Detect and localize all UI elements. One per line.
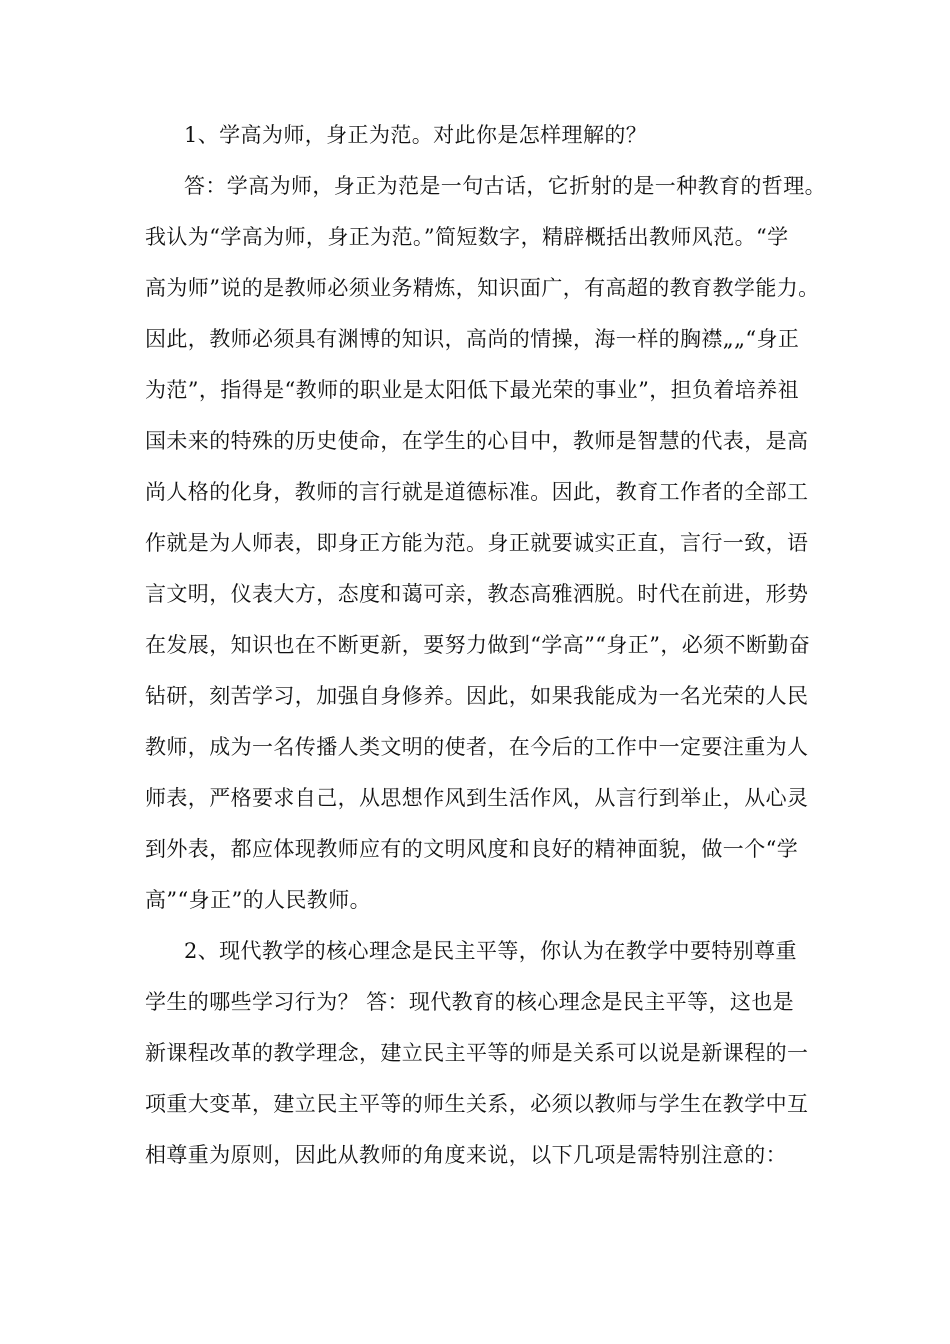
question-1: 1、学高为师，身正为范。对此你是怎样理解的？ (184, 123, 648, 147)
answer-1-line: 师表，严格要求自己，从思想作风到生活作风，从言行到举止，从心灵 (145, 786, 809, 810)
answer-1-line: 高为师”说的是教师必须业务精炼，知识面广，有高超的教育教学能力。 (145, 276, 820, 300)
answer-1-line: 到外表，都应体现教师应有的文明风度和良好的精神面貌，做一个“学 (145, 837, 799, 861)
answer-1-line: 高”“身正”的人民教师。 (145, 888, 372, 912)
question-2-line: 相尊重为原则，因此从教师的角度来说，以下几项是需特别注意的： (145, 1143, 787, 1167)
answer-1-line: 尚人格的化身，教师的言行就是道德标准。因此，教育工作者的全部工 (145, 480, 809, 504)
answer-1-line: 为范”，指得是“教师的职业是太阳低下最光荣的事业”，担负着培养祖 (145, 378, 800, 402)
answer-1-line: 言文明，仪表大方，态度和蔼可亲，教态高雅洒脱。时代在前进，形势 (145, 582, 809, 606)
answer-1-line: 在发展，知识也在不断更新，要努力做到“学高”“身正”，必须不断勤奋 (145, 633, 811, 657)
question-2: 2、现代教学的核心理念是民主平等，你认为在教学中要特别尊重 (184, 939, 797, 963)
answer-1-line: 国未来的特殊的历史使命，在学生的心目中，教师是智慧的代表，是高 (145, 429, 809, 453)
answer-1-line: 教师，成为一名传播人类文明的使者，在今后的工作中一定要注重为人 (145, 735, 809, 759)
question-2-line: 新课程改革的教学理念，建立民主平等的师是关系可以说是新课程的一 (145, 1041, 809, 1065)
question-2-line: 学生的哪些学习行为？ 答：现代教育的核心理念是民主平等，这也是 (145, 990, 795, 1014)
answer-1-line: 因此，教师必须具有渊博的知识，高尚的情操，海一样的胸襟„„“身正 (145, 327, 800, 351)
question-2-line: 项重大变革，建立民主平等的师生关系，必须以教师与学生在教学中互 (145, 1092, 809, 1116)
answer-1-line: 作就是为人师表，即身正方能为范。身正就要诚实正直，言行一致，语 (145, 531, 809, 555)
answer-1-line: 答：学高为师，身正为范是一句古话，它折射的是一种教育的哲理。 (184, 174, 826, 198)
answer-1-line: 钻研，刻苦学习，加强自身修养。因此，如果我能成为一名光荣的人民 (145, 684, 809, 708)
answer-1-line: 我认为“学高为师，身正为范。”简短数字，精辟概括出教师风范。“学 (145, 225, 789, 249)
